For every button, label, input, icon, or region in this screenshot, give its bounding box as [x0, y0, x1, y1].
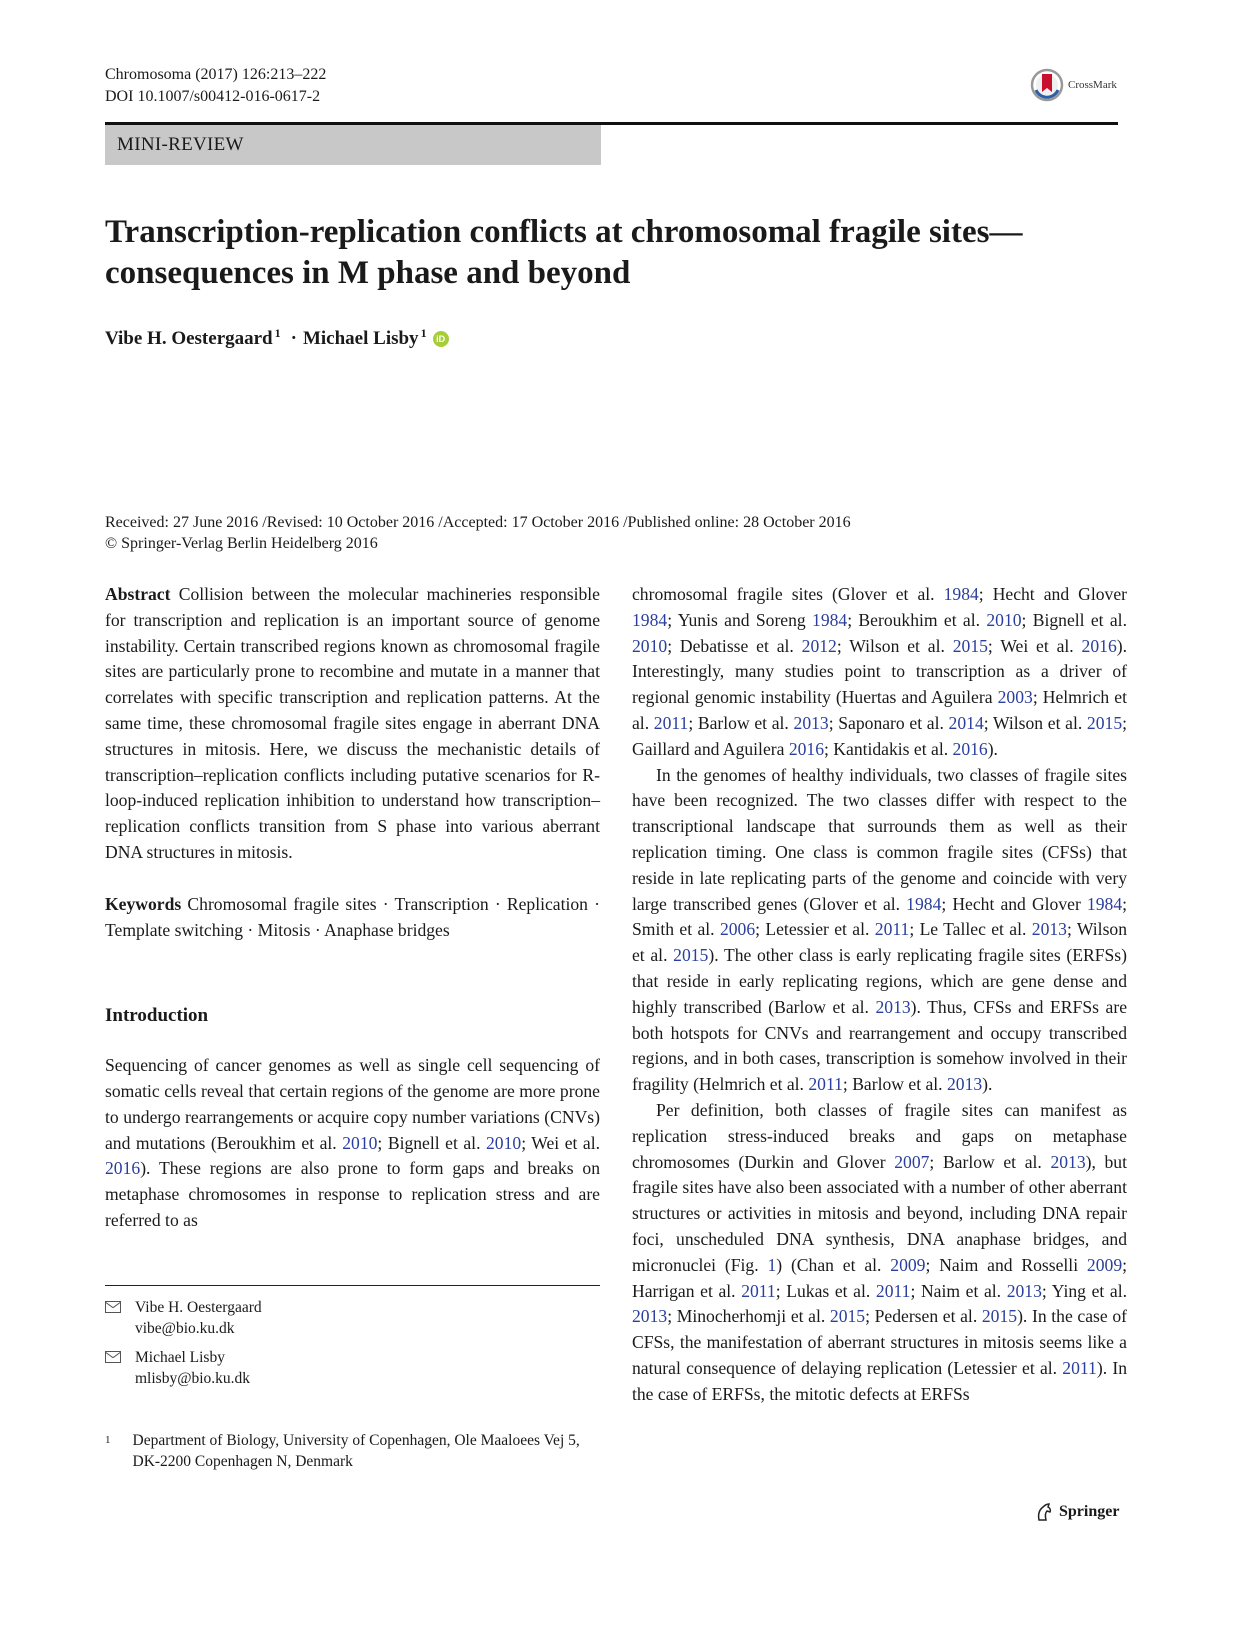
author-separator: ·	[290, 328, 297, 349]
body-text: ; Barlow et al.	[842, 1074, 947, 1095]
body-text: ; Hecht and Glover	[941, 893, 1087, 914]
citation-link[interactable]: 2014	[948, 712, 984, 733]
citation-link[interactable]: 2015	[952, 635, 988, 656]
affiliation	[105, 1430, 600, 1472]
intro-text: Sequencing of cancer genomes as well as single cell sequencing of somatic cells reveal that certain regions of the genome are more prone to undergo rearrangements or acquire copy number variations (CNVs) and mutations (Beroukhim et al.	[105, 1055, 600, 1153]
citation-link[interactable]: 2011	[741, 1280, 776, 1301]
contact-email[interactable]: mlisby@bio.ku.dk	[135, 1370, 251, 1387]
body-text: ). Interestingly, many studies point to transcription as a driver of regional genomic instability (Huertas and Aguilera	[632, 635, 1127, 708]
citation-link[interactable]: 2003	[997, 687, 1033, 708]
intro-text: ). These regions are also prone to form gaps and breaks on metaphase chromosomes in response to replication stress and are referred to as	[105, 1158, 600, 1230]
publisher-logo	[1035, 1502, 1119, 1522]
envelope-icon	[105, 1301, 121, 1313]
citation-link[interactable]: 2009	[890, 1254, 926, 1275]
body-text: ; Harrigan et al.	[632, 1254, 1127, 1301]
history-dates: Received: 27 June 2016 /Revised: 10 October 2016 /Accepted: 17 October 2016 /Published online: 28 October 2016	[105, 514, 851, 531]
doi: DOI 10.1007/s00412-016-0617-2	[105, 88, 321, 105]
citation-link[interactable]: 2013	[632, 1306, 668, 1327]
body-text: ; Beroukhim et al.	[847, 609, 987, 630]
article-title: Transcription-replication conflicts at chromosomal fragile sites—consequences in M phase and beyond	[105, 214, 1023, 291]
left-column	[105, 582, 600, 1234]
affiliation-marker: 1	[420, 325, 427, 340]
citation-link[interactable]: 1	[767, 1254, 777, 1275]
abstract	[105, 582, 600, 866]
body-text: ; Hecht and Glover	[978, 584, 1127, 604]
body-text: ; Gaillard and Aguilera	[632, 712, 1127, 759]
citation-link[interactable]: 2016	[105, 1158, 141, 1179]
contact-entry	[105, 1347, 600, 1389]
springer-horse-icon	[1035, 1502, 1053, 1522]
body-text: ; Bignell et al.	[1021, 609, 1127, 630]
citation-link[interactable]: 2013	[1031, 919, 1067, 940]
citation-link[interactable]: 2011	[874, 919, 910, 940]
citation-link[interactable]: 2012	[801, 635, 837, 656]
citation-link[interactable]: 2015	[673, 945, 709, 966]
crossmark-label: CrossMark	[1068, 79, 1117, 91]
body-text: In the genomes of healthy individuals, two classes of fragile sites have been recognized. The two classes differ with respect to the transcriptional landscape that surrounds them as well as their replication timing. One class is common fragile sites (CFSs) that reside in late replicating parts of the genome and coincide with very large transcribed genes (Glover et al.	[632, 764, 1127, 914]
orcid-icon[interactable]: iD	[433, 331, 449, 347]
citation-link[interactable]: 2015	[1086, 712, 1123, 733]
intro-text: ; Wei et al.	[521, 1132, 601, 1153]
body-text: ; Lukas et al.	[775, 1280, 876, 1301]
section-tag: MINI-REVIEW	[105, 125, 601, 165]
citation-link[interactable]: 2016	[1081, 635, 1117, 656]
contact-name: Michael Lisby	[135, 1349, 225, 1366]
body-text: ; Naim et al.	[910, 1280, 1007, 1301]
citation-link[interactable]: 2013	[1006, 1280, 1042, 1301]
body-text: ).	[987, 738, 998, 759]
affiliation-text: Department of Biology, University of Copenhagen, Ole Maaloees Vej 5, DK-2200 Copenhagen N, Denmark	[132, 1432, 580, 1470]
contact-email[interactable]: vibe@bio.ku.dk	[135, 1320, 235, 1337]
keywords-text: Chromosomal fragile sites · Transcription · Replication · Template switching · Mitosis · Anaphase bridges	[105, 893, 600, 940]
body-text: ; Wilson et al.	[983, 712, 1087, 733]
citation-link[interactable]: 1984	[1086, 893, 1123, 914]
body-text: ; Letessier et al.	[755, 919, 875, 940]
citation-link[interactable]: 2010	[486, 1132, 522, 1153]
right-column	[632, 582, 1127, 1408]
body-text: ). In the case of ERFSs, the mitotic defects at ERFSs	[632, 1357, 1128, 1404]
crossmark-badge[interactable]	[1030, 68, 1117, 102]
citation-link[interactable]: 1984	[812, 609, 848, 630]
citation-link[interactable]: 1984	[943, 584, 979, 604]
body-text: ; Ying et al.	[1041, 1280, 1127, 1301]
citation-link[interactable]: 2015	[981, 1306, 1018, 1327]
abstract-text: Collision between the molecular machineries responsible for transcription and replication is an important source of genome instability. Certain transcribed regions known as chromosomal fragile sites are particularly prone to recombine and mutate in a manner that correlates with specific transcription and replication patterns. At the same time, these chromosomal fragile sites engage in aberrant DNA structures in mitosis. Here, we discuss the mechanistic details of transcription–replication conflicts including putative scenarios for R-loop-induced replication inhibition to understand how transcription–replication conflicts transition from S phase into various aberrant DNA structures in mitosis.	[105, 584, 600, 862]
citation-link[interactable]: 2016	[952, 738, 988, 759]
abstract-label: Abstract	[105, 584, 171, 604]
body-text: ; Helmrich et al.	[632, 687, 1127, 733]
introduction-paragraph	[105, 1053, 600, 1234]
keywords	[105, 892, 600, 944]
body-text: ; Wilson et al.	[632, 919, 1128, 966]
body-text: ; Le Tallec et al.	[909, 919, 1032, 940]
copyright: © Springer-Verlag Berlin Heidelberg 2016	[105, 535, 378, 552]
body-text: ).	[982, 1074, 993, 1095]
citation-link[interactable]: 2009	[1086, 1254, 1123, 1275]
citation-link[interactable]: 2013	[875, 996, 911, 1017]
body-text: ). Thus, CFSs and ERFSs are both hotspots for CNVs and rearrangement and occupy transcribed regions, and in both cases, transcription is somehow involved in their fragility (Helmrich et al.	[632, 996, 1128, 1095]
contact-entry	[105, 1297, 600, 1339]
citation-link[interactable]: 2010	[986, 609, 1022, 630]
citation-link[interactable]: 2013	[946, 1074, 983, 1095]
citation-link[interactable]: 2007	[894, 1151, 930, 1172]
citation-link[interactable]: 1984	[906, 893, 942, 914]
body-text: ). The other class is early replicating fragile sites (ERFSs) that reside in early replicating regions, which are gene dense and highly transcribed (Barlow et al.	[632, 945, 1128, 1017]
footnote-rule	[105, 1285, 600, 1286]
citation-link[interactable]: 2006	[719, 919, 756, 940]
body-text: ; Barlow et al.	[688, 712, 794, 733]
author-name[interactable]: Vibe H. Oestergaard	[105, 328, 273, 349]
body-paragraph	[632, 1098, 1127, 1408]
body-text: ), but fragile sites have also been associated with a number of other aberrant structures or activities in mitosis and beyond, including DNA repair foci, unscheduled DNA synthesis, DNA anaphase bridges, and micronuclei (Fig.	[632, 1151, 1127, 1275]
citation-link[interactable]: 1984	[632, 609, 668, 630]
intro-text: ; Bignell et al.	[377, 1132, 486, 1153]
citation-link[interactable]: 2010	[342, 1132, 378, 1153]
keywords-label: Keywords	[105, 893, 182, 914]
body-text: ) (Chan et al.	[776, 1254, 891, 1275]
publication-dates	[105, 512, 851, 554]
citation-link[interactable]: 2011	[653, 712, 689, 733]
body-paragraph	[632, 763, 1127, 1098]
contact-name: Vibe H. Oestergaard	[135, 1299, 262, 1316]
publisher-name: Springer	[1059, 1503, 1120, 1520]
envelope-icon	[105, 1351, 121, 1363]
body-text: ; Smith et al.	[632, 893, 1127, 940]
body-text: ; Yunis and Soreng	[667, 609, 813, 630]
body-text: ). In the case of CFSs, the manifestation of aberrant structures in mitosis seems like a natural consequence of delaying replication (Letessier et al.	[632, 1306, 1127, 1378]
body-text: ; Naim and Rosselli	[925, 1254, 1087, 1275]
introduction-heading: Introduction	[105, 1005, 209, 1027]
citation-link[interactable]: 2011	[808, 1074, 843, 1095]
corresponding-authors	[105, 1297, 600, 1389]
body-text: chromosomal fragile sites (Glover et al.	[632, 584, 944, 604]
citation-link[interactable]: 2013	[1050, 1151, 1086, 1172]
body-paragraph	[632, 582, 1127, 763]
affiliation-marker: 1	[274, 325, 281, 340]
body-text: ; Wei et al.	[987, 635, 1082, 656]
body-text: ; Saponaro et al.	[828, 712, 949, 733]
citation-link[interactable]: 2013	[793, 712, 829, 733]
citation-link[interactable]: 2011	[1062, 1357, 1097, 1378]
body-text: ; Minocherhomji et al.	[667, 1306, 830, 1327]
citation-link[interactable]: 2015	[829, 1306, 866, 1327]
journal-citation: Chromosoma (2017) 126:213–222	[105, 66, 327, 83]
journal-info	[105, 64, 326, 108]
body-text: ; Barlow et al.	[929, 1151, 1051, 1172]
author-list	[105, 325, 449, 350]
affiliation-number: 1	[105, 1434, 111, 1446]
citation-link[interactable]: 2010	[632, 635, 668, 656]
body-text: ; Kantidakis et al.	[824, 738, 953, 759]
crossmark-icon	[1030, 68, 1064, 102]
body-text: Per definition, both classes of fragile sites can manifest as replication stress-induced breaks and gaps on metaphase chromosomes (Durkin and Glover	[632, 1099, 1127, 1172]
citation-link[interactable]: 2011	[875, 1280, 911, 1301]
body-text: ; Wilson et al.	[836, 635, 953, 656]
body-text: ; Pedersen et al.	[865, 1306, 982, 1327]
body-text: ; Debatisse et al.	[667, 635, 802, 656]
author-name[interactable]: Michael Lisby	[302, 328, 419, 349]
citation-link[interactable]: 2016	[788, 738, 825, 759]
